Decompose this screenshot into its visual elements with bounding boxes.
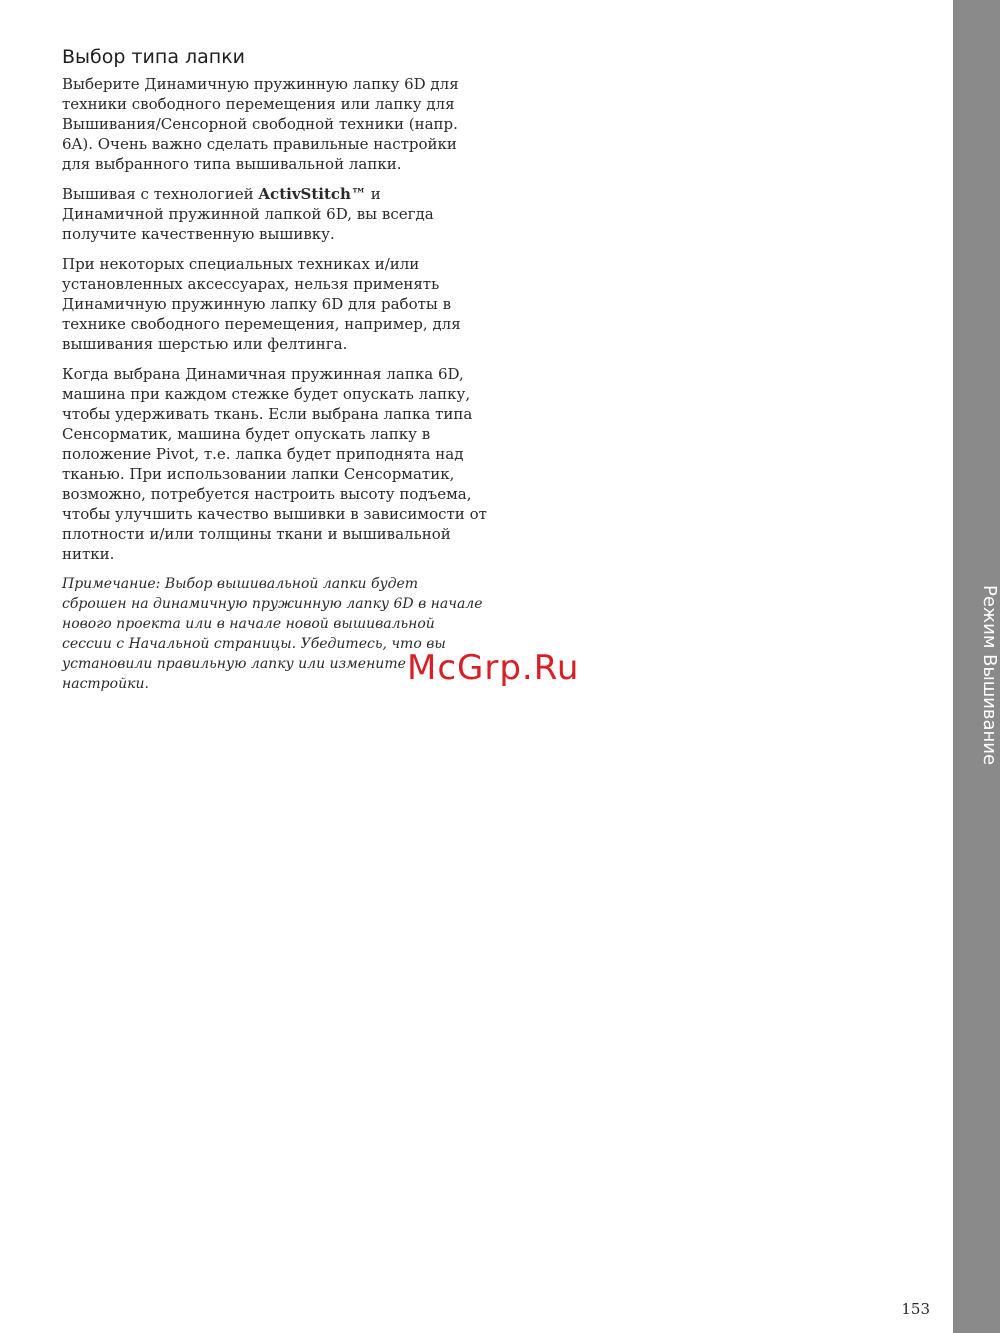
section-heading: Выбор типа лапки (62, 46, 246, 68)
paragraph-text: Вышивая с технологией (62, 185, 259, 203)
side-tab-label: Режим Вышивание (979, 584, 1000, 766)
paragraph-foot-choice: Выберите Динамичную пружинную лапку 6D для техники свободного перемещения или лапку для Вышивания/Сенсорной свободной техники (напр. 6A). Очень важно сделать правильные настройки для выбранного типа вышивальной лапки. (62, 75, 459, 173)
main-content (62, 44, 487, 694)
paragraph-text: и Динамичной пружинной лапкой 6D, вы всегда получите качественную вышивку. (62, 185, 434, 243)
paragraph-special-techniques: При некоторых специальных техниках и/или установленных аксессуарах, нельзя применять Динамичную пружинную лапку 6D для работы в технике свободного перемещения, например, для вышивания шерстью или фелтинга. (62, 255, 461, 353)
watermark: McGrp.Ru (407, 648, 580, 688)
paragraph-activstitch (62, 184, 487, 244)
side-tab (953, 0, 1000, 1333)
note-text: Примечание: Выбор вышивальной лапки будет сброшен на динамичную пружинную лапку 6D в начале нового проекта или в начале новой вышивальной сессии с Начальной страницы. Убедитесь, что вы установили правильную лапку или измените настройки. (62, 576, 483, 692)
paragraph-foot-behavior: Когда выбрана Динамичная пружинная лапка 6D, машина при каждом стежке будет опускать лапку, чтобы удерживать ткань. Если выбрана лапка типа Сенсорматик, машина будет опускать лапку в положение Pivot, т.е. лапка будет приподнята над тканью. При использовании лапки Сенсорматик, возможно, потребуется настроить высоту подъема, чтобы улучшить качество вышивки в зависимости от плотности и/или толщины ткани и вышивальной нитки. (62, 365, 487, 563)
brand-term: ActivStitch™ (258, 185, 366, 203)
page-number: 153 (901, 1300, 930, 1318)
